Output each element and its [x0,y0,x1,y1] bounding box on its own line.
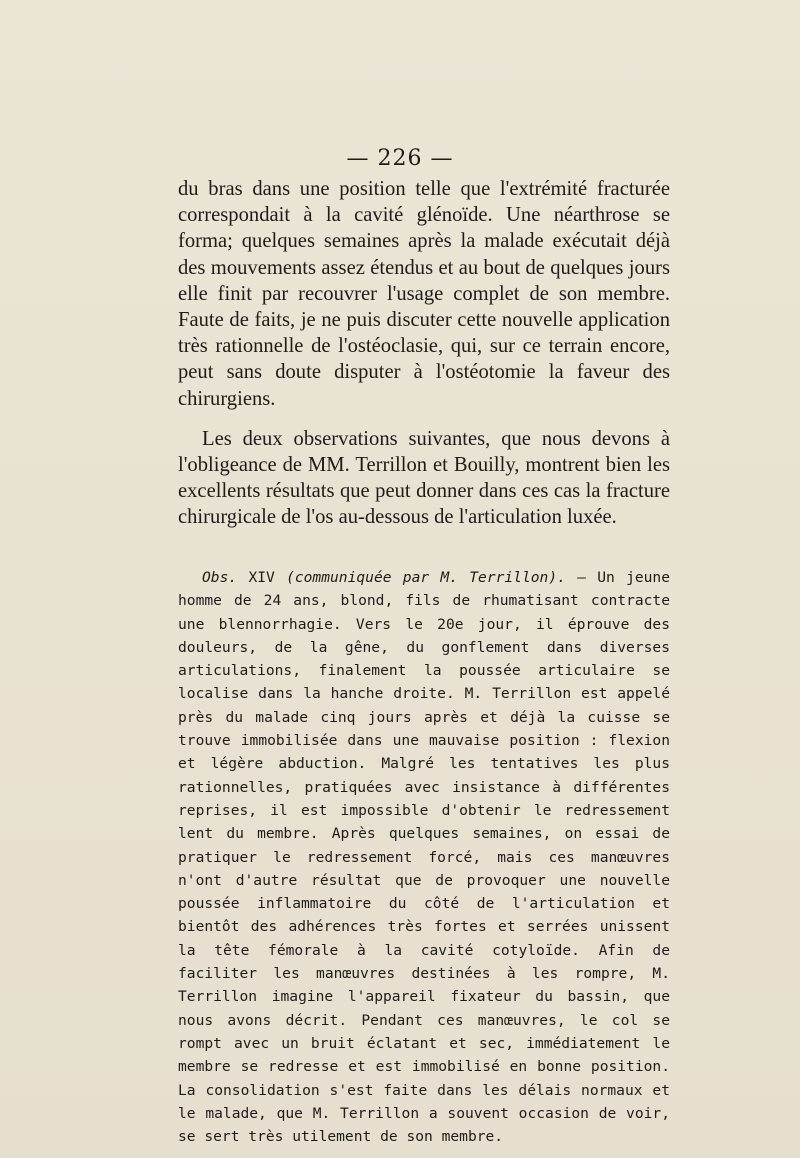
paragraph-2: Les deux observations suivantes, que nous devons à l'obligeance de MM. Terrillon et Bouilly, montrent bien les excellents résultats que peut donner dans ces cas la fracture chirurgicale de l'os au-dessous de l'articulation luxée. [178,427,670,529]
observation-label: Obs. [202,569,238,586]
observation-text: — Un jeune homme de 24 ans, blond, fils de rhumatisant contracte une blennorrhagie. Vers le 20e jour, il éprouve des douleurs, de la gêne, du gonflement dans diverses articulations, finalement la poussée articulaire se localise dans la hanche droite. M. Terrillon est appelé près du malade cinq jours après et déjà la cuisse se trouve immobilisée dans une mauvaise position : flexion et légère abduction. Malgré les tentatives les plus rationnelles, pratiquées avec insistance à différentes reprises, il est impossible d'obtenir le redressement lent du membre. Après quelques semaines, on essai de pratiquer le redressement forcé, mais ces manœuvres n'ont d'autre résultat que de provoquer une nouvelle poussée inflammatoire du côté de l'articulation et bientôt des adhérences très fortes et serrées unissent la tête fémorale à la cavité cotyloïde. Afin de faciliter les manœuvres destinées à les rompre, M. Terrillon imagine l'appareil fixateur du bassin, que nous avons décrit. Pendant ces manœuvres, le col se rompt avec un bruit éclatant et sec, immédiatement le membre se redresse et est immobilisé en bonne position. La consolidation s'est faite dans les délais normaux et le malade, que M. Terrillon a souvent occasion de voir, se sert très utilement de son membre. [178,569,671,1146]
observation-paragraph [178,566,670,1148]
page-number: — 226 — [346,146,454,171]
observation-attribution: (communiquée par M. Terrillon). [286,569,566,586]
paragraph-1: du bras dans une position telle que l'extrémité fracturée correspondait à la cavité glénoïde. Une néarthrose se forma; quelques semaines après la malade exécutait déjà des mouvements assez étendus et au bout de quelques jours elle finit par recouvrer l'usage complet de son membre. Faute de faits, je ne puis discuter cette nouvelle application très rationnelle de l'ostéoclasie, qui, sur ce terrain encore, peut sans doute disputer à l'ostéotomie la faveur des chirurgiens. [178,178,670,410]
main-text [178,176,670,531]
observation-block [178,566,670,1148]
observation-number: XIV [248,569,275,586]
